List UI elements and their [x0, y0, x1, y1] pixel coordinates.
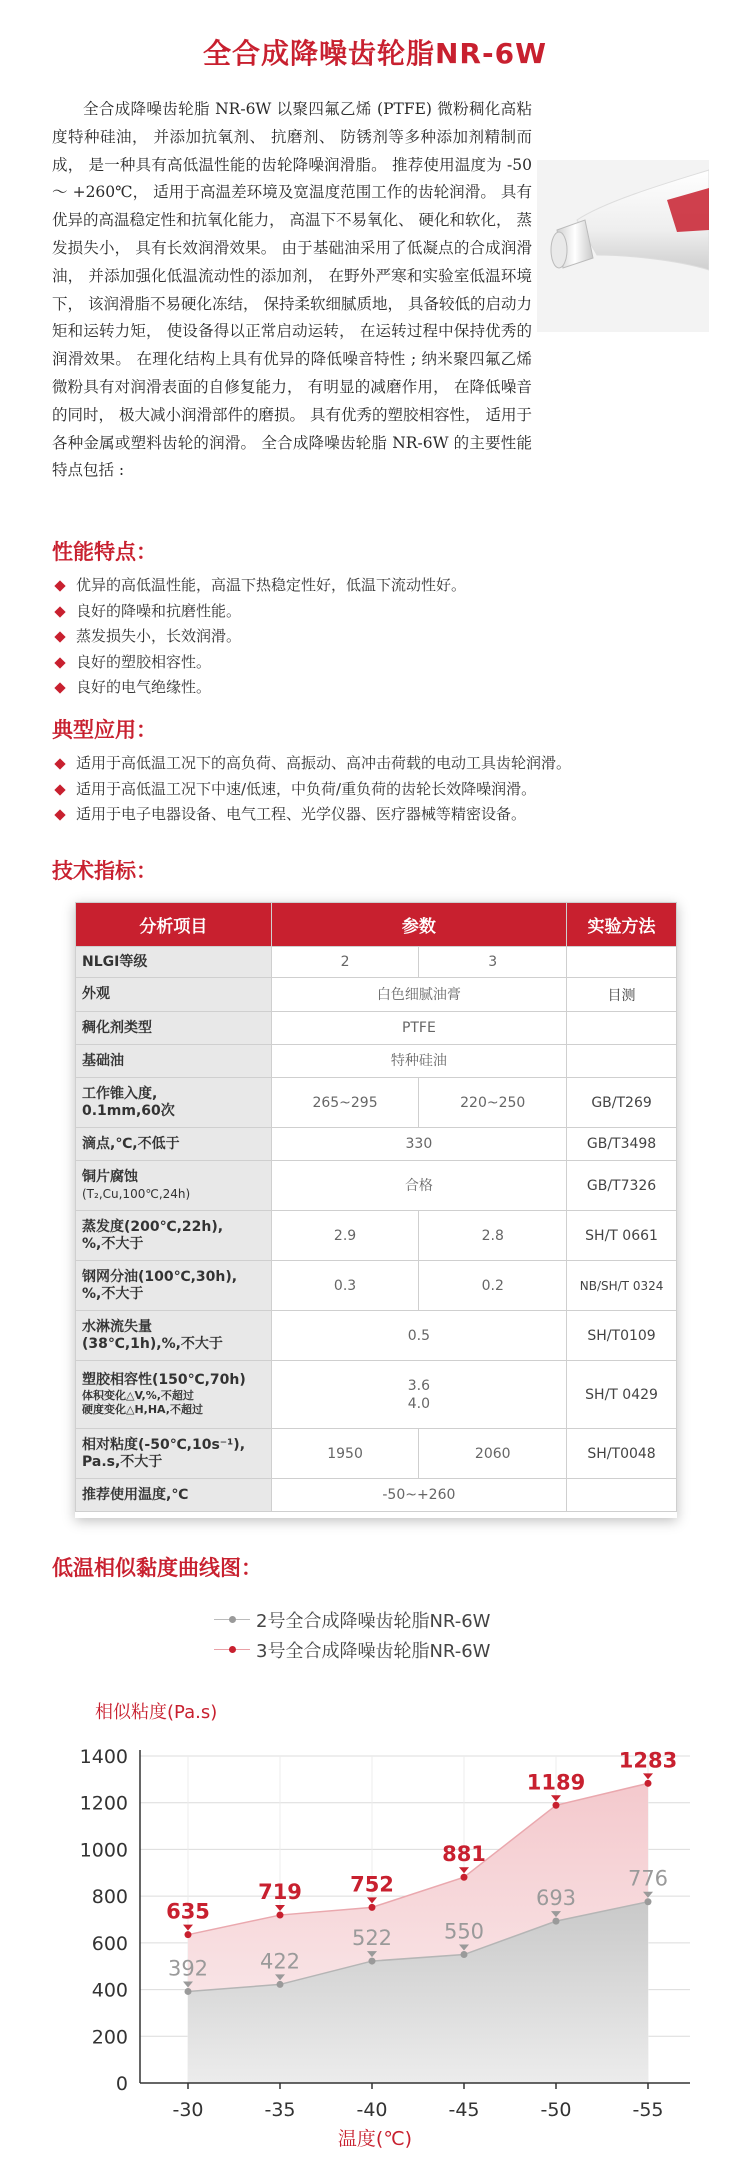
data-point-2 — [553, 1918, 560, 1925]
data-point-3 — [277, 1912, 284, 1919]
data-label-2: 693 — [535, 1886, 577, 1911]
diamond-bullet-icon — [54, 758, 65, 769]
data-point-2 — [461, 1951, 468, 1958]
header-method: 实验方法 — [567, 903, 677, 947]
spec-table — [75, 902, 677, 1512]
data-label-2: 522 — [351, 1926, 393, 1951]
table-row: 稠化剂类型 PTFE — [76, 1012, 677, 1045]
features-heading: 性能特点： — [52, 540, 157, 564]
point-pointer-icon — [183, 1925, 193, 1931]
data-label-2: 550 — [443, 1919, 485, 1944]
data-point-2 — [277, 1981, 284, 1988]
data-point-2 — [185, 1988, 192, 1995]
data-label-2: 392 — [167, 1956, 209, 1981]
data-label-3: 1283 — [618, 1748, 678, 1773]
list-item: 适用于高低温工况下中速/低速，中负荷/重负荷的齿轮长效降噪润滑。 — [52, 777, 750, 803]
product-tube-illustration — [537, 160, 709, 332]
table-row: 推荐使用温度,℃ -50~+260 — [76, 1479, 677, 1512]
y-tick-label: 600 — [91, 1932, 128, 1955]
y-tick-label: 400 — [91, 1979, 128, 2002]
table-row: 滴点,℃,不低于 330 GB/T3498 — [76, 1128, 677, 1161]
header-params: 参数 — [271, 903, 566, 947]
point-pointer-icon — [643, 1773, 653, 1779]
chart-heading: 低温相似黏度曲线图： — [52, 1556, 262, 1580]
page-title: 全合成降噪齿轮脂NR-6W — [203, 37, 547, 70]
table-row: 水淋流失量 (38℃,1h),%,不大于 0.5 SH/T0109 — [76, 1311, 677, 1361]
list-item: 适用于高低温工况下的高负荷、高振动、高冲击荷载的电动工具齿轮润滑。 — [52, 751, 750, 777]
specs-heading: 技术指标： — [52, 859, 157, 883]
legend-marker-gray — [229, 1616, 236, 1623]
table-row: 蒸发度(200℃,22h), %,不大于 2.9 2.8 SH/T 0661 — [76, 1211, 677, 1261]
data-point-3 — [461, 1874, 468, 1881]
y-tick-label: 0 — [115, 2073, 128, 2095]
data-point-3 — [369, 1904, 376, 1911]
list-item: 良好的塑胶相容性。 — [52, 650, 750, 676]
intro-paragraph: 全合成降噪齿轮脂 NR-6W 以聚四氟乙烯 (PTFE) 微粉稠化高粘度特种硅油， 并添加抗氧剂、 抗磨剂、 防锈剂等多种添加剂精制而成， 是一种具有高低温性能的齿轮降噪润滑脂。 推荐使用温度为 -50 ～ +260℃， 适用于高温差环境及宽温度范围工作的齿轮润滑。 具有优异的高温稳定性和抗氧化能力， 高温下不易氧化、 硬化和软化， 蒸发损失小， 具有长效润滑效果。 由于基础油采用了低凝点的合成润滑油， 并添加强化低温流动性的添加剂， 在野外严寒和实验室低温环境下， 该润滑脂不易硬化冻结， 保持柔软细腻质地， 具备较低的启动力矩和运转力矩， 使设备得以正常启动运转， 在运转过程中保持优秀的润滑效果。 在理化结构上具有优异的降低噪音特性 ; 纳米聚四氟乙烯微粉具有对润滑表面的自修复能力， 有明显的减磨作用， 在降低噪音的同时， 极大减小润滑部件的磨损。 具有优秀的塑胶相容性， 适用于各种金属或塑料齿轮的润滑。 全合成降噪齿轮脂 NR-6W 的主要性能特点包括 : — [52, 100, 532, 480]
data-point-3 — [185, 1931, 192, 1938]
data-label-3: 635 — [166, 1899, 210, 1924]
y-tick-label: 1200 — [79, 1792, 128, 1815]
point-pointer-icon — [275, 1905, 285, 1911]
list-item: 良好的电气绝缘性。 — [52, 675, 750, 701]
data-point-3 — [645, 1780, 652, 1787]
features-list — [52, 573, 750, 701]
table-row: 外观 白色细腻油膏 目测 — [76, 978, 677, 1012]
x-axis-label: 温度(℃) — [337, 2128, 413, 2150]
viscosity-chart — [0, 1730, 750, 2182]
x-tick-label: -30 — [172, 2099, 204, 2121]
y-tick-label: 1000 — [79, 1839, 128, 1862]
diamond-bullet-icon — [54, 631, 65, 642]
diamond-bullet-icon — [54, 809, 65, 820]
table-row: 钢网分油(100℃,30h), %,不大于 0.3 0.2 NB/SH/T 0324 — [76, 1261, 677, 1311]
data-label-3: 881 — [442, 1842, 486, 1867]
x-tick-label: -45 — [448, 2099, 480, 2121]
data-label-3: 752 — [350, 1872, 394, 1897]
x-tick-label: -40 — [356, 2099, 388, 2121]
y-tick-label: 200 — [91, 2026, 128, 2049]
spec-table-wrapper — [75, 902, 677, 1518]
table-row: 铜片腐蚀 (T₂,Cu,100℃,24h) 合格 GB/T7326 — [76, 1161, 677, 1211]
x-tick-label: -35 — [264, 2099, 296, 2121]
diamond-bullet-icon — [54, 682, 65, 693]
table-row: 工作锥入度, 0.1mm,60次 265~295 220~250 GB/T269 — [76, 1078, 677, 1128]
applications-heading: 典型应用： — [52, 718, 157, 742]
table-row: NLGI等级 2 3 — [76, 947, 677, 978]
header-item: 分析项目 — [76, 903, 272, 947]
list-item: 蒸发损失小，长效润滑。 — [52, 624, 750, 650]
table-row: 塑胶相容性(150℃,70h) 体积变化△V,%,不超过 硬度变化△H,HA,不超过 3.6 4.0 SH/T 0429 — [76, 1361, 677, 1429]
data-point-2 — [369, 1958, 376, 1965]
data-label-2: 776 — [627, 1866, 669, 1891]
diamond-bullet-icon — [54, 606, 65, 617]
data-point-3 — [553, 1802, 560, 1809]
data-label-3: 1189 — [526, 1770, 586, 1795]
chart-areas — [188, 1783, 648, 2083]
data-point-2 — [645, 1898, 652, 1905]
point-pointer-icon — [551, 1795, 561, 1801]
data-label-3: 719 — [258, 1880, 302, 1905]
list-item: 优异的高低温性能，高温下热稳定性好，低温下流动性好。 — [52, 573, 750, 599]
y-tick-label: 800 — [91, 1886, 128, 1909]
table-header-row — [76, 903, 677, 947]
product-tube-image — [537, 160, 709, 332]
list-item: 适用于电子电器设备、电气工程、光学仪器、医疗器械等精密设备。 — [52, 802, 750, 828]
table-row: 基础油 特种硅油 — [76, 1045, 677, 1078]
y-tick-label: 1400 — [79, 1746, 128, 1768]
point-pointer-icon — [459, 1867, 469, 1873]
list-item: 良好的降噪和抗磨性能。 — [52, 599, 750, 625]
point-pointer-icon — [367, 1897, 377, 1903]
legend-marker-red — [229, 1646, 236, 1653]
data-label-2: 422 — [259, 1949, 301, 1974]
y-axis-label: 相似粘度(Pa.s) — [95, 1702, 218, 1723]
table-row: 相对粘度(-50℃,10s⁻¹), Pa.s,不大于 1950 2060 SH/T0048 — [76, 1429, 677, 1479]
diamond-bullet-icon — [54, 784, 65, 795]
diamond-bullet-icon — [54, 657, 65, 668]
x-tick-label: -55 — [632, 2099, 664, 2121]
applications-list — [52, 751, 750, 828]
x-tick-label: -50 — [540, 2099, 572, 2121]
diamond-bullet-icon — [54, 580, 65, 591]
